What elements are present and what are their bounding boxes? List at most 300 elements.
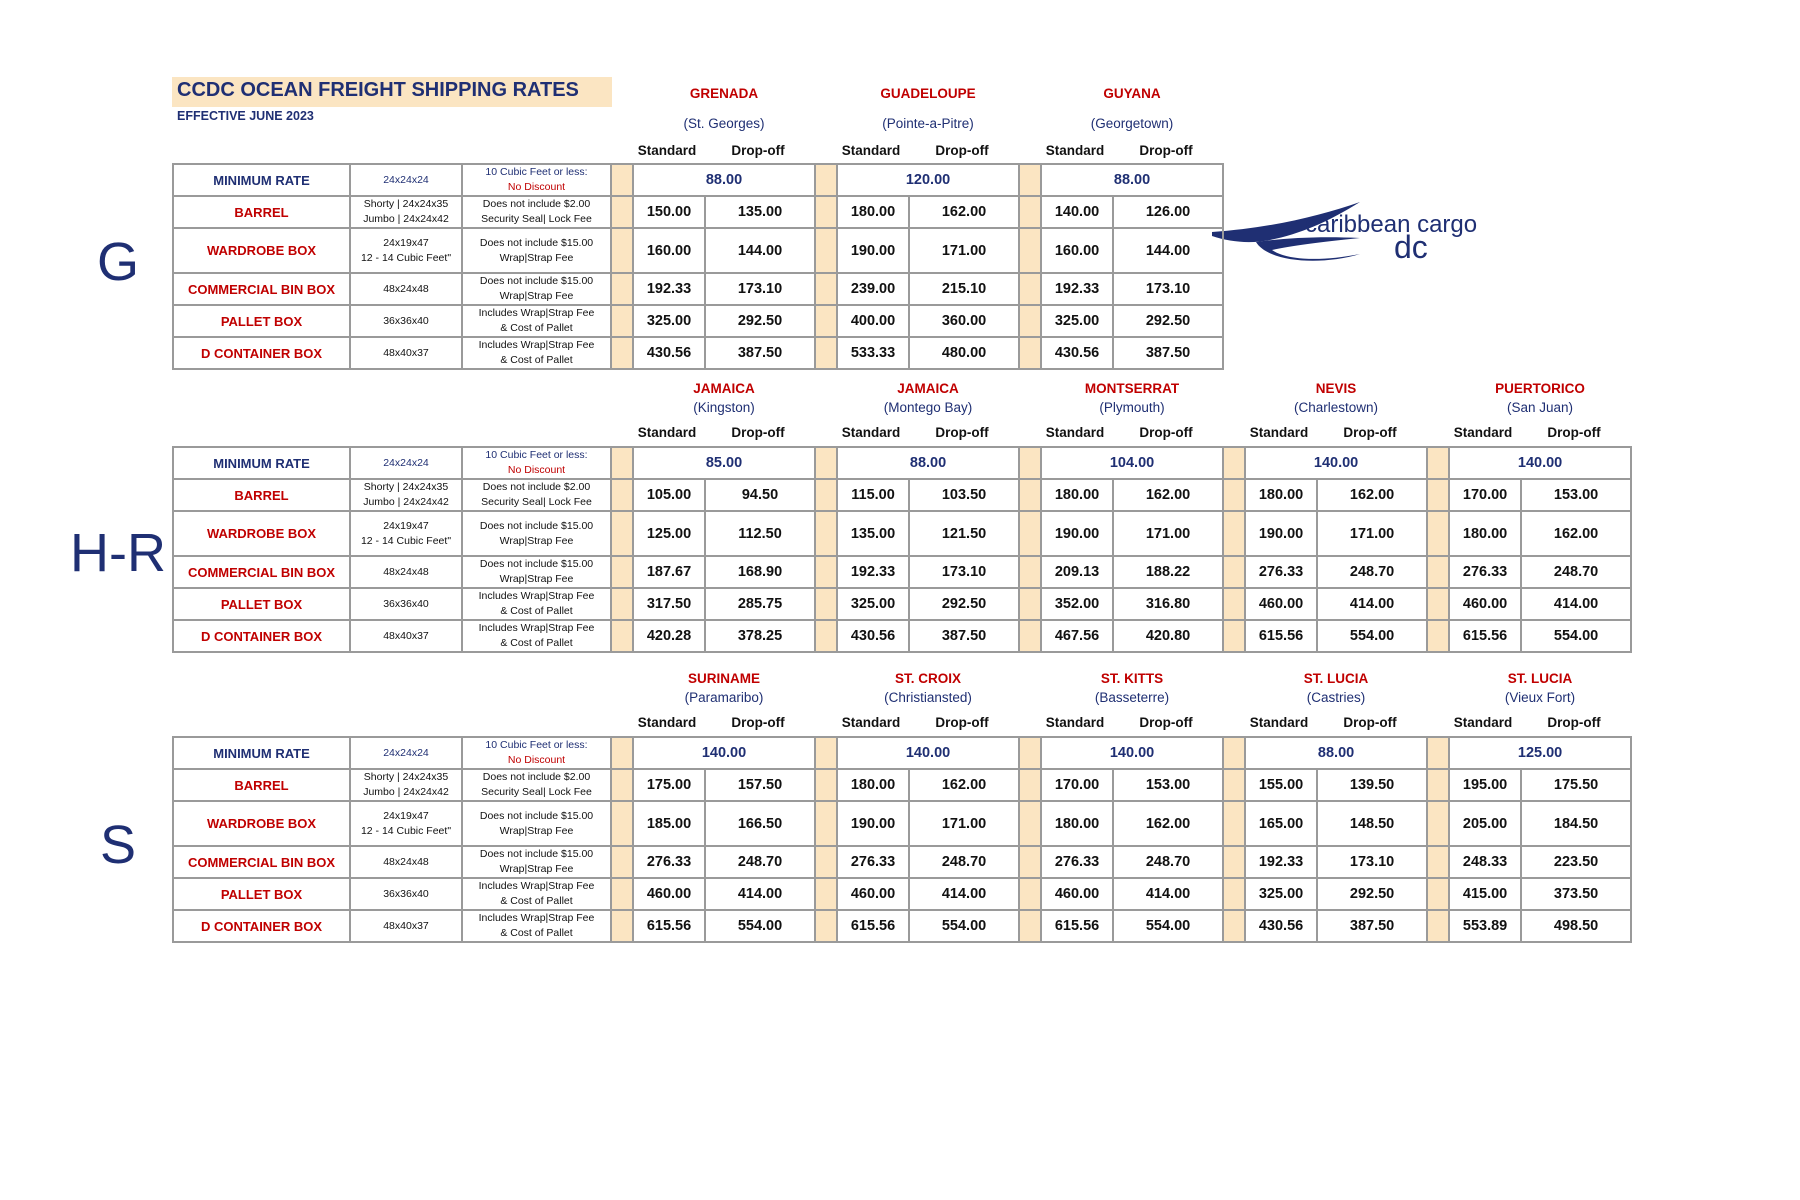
dropoff-rate-value: 248.70 xyxy=(1521,556,1631,588)
dropoff-rate-value: 173.10 xyxy=(909,556,1019,588)
standard-column-header: Standard xyxy=(1453,425,1513,440)
standard-rate-value: 276.33 xyxy=(1041,846,1113,878)
standard-rate-value: 430.56 xyxy=(837,620,909,652)
column-spacer xyxy=(815,196,837,228)
rate-note-line: Does not include $15.00 xyxy=(479,848,594,860)
dropoff-rate-value: 171.00 xyxy=(909,801,1019,846)
destination-name: ST. LUCIA xyxy=(1303,671,1369,686)
rate-row-pallet xyxy=(173,878,1631,910)
dropoff-rate-value: 162.00 xyxy=(1113,479,1223,511)
row-label: PALLET BOX xyxy=(173,305,350,337)
rate-note xyxy=(462,447,611,479)
column-spacer xyxy=(611,878,633,910)
destination-city: (Montego Bay) xyxy=(883,400,973,415)
box-dimensions: 48x24x48 xyxy=(350,556,462,588)
standard-rate-value: 325.00 xyxy=(633,305,705,337)
standard-rate-value: 160.00 xyxy=(1041,228,1113,273)
column-spacer xyxy=(1019,305,1041,337)
rate-note xyxy=(462,801,611,846)
standard-column-header: Standard xyxy=(1045,425,1105,440)
column-spacer xyxy=(815,479,837,511)
dropoff-column-header: Drop-off xyxy=(1343,425,1397,440)
rate-row-wardrobe xyxy=(173,801,1631,846)
column-spacer xyxy=(1019,620,1041,652)
column-spacer xyxy=(611,337,633,369)
destination-name: NEVIS xyxy=(1315,381,1357,396)
standard-rate-value: 195.00 xyxy=(1449,769,1521,801)
standard-column-header: Standard xyxy=(1045,143,1105,158)
dropoff-rate-value: 188.22 xyxy=(1113,556,1223,588)
box-dimensions-line: 24x19x47 xyxy=(383,809,429,822)
dropoff-rate-value: 378.25 xyxy=(705,620,815,652)
rate-note-line: Security Seal| Lock Fee xyxy=(481,213,592,225)
row-label: D CONTAINER BOX xyxy=(173,910,350,942)
standard-rate-value: 460.00 xyxy=(1041,878,1113,910)
standard-rate-value: 460.00 xyxy=(1449,588,1521,620)
row-label: WARDROBE BOX xyxy=(173,511,350,556)
row-label: WARDROBE BOX xyxy=(173,801,350,846)
standard-column-header: Standard xyxy=(841,425,901,440)
caribbean-cargo-logo xyxy=(1210,198,1490,272)
column-spacer xyxy=(1019,846,1041,878)
destination-header xyxy=(1448,670,1632,708)
rate-note xyxy=(462,556,611,588)
minimum-rate-value: 140.00 xyxy=(837,737,1019,769)
destination-city: (Kingston) xyxy=(693,400,755,415)
destination-header xyxy=(1244,670,1428,708)
box-dimensions: 36x36x40 xyxy=(350,588,462,620)
column-spacer xyxy=(815,737,837,769)
standard-rate-value: 430.56 xyxy=(1041,337,1113,369)
column-spacer xyxy=(815,846,837,878)
dropoff-column-header: Drop-off xyxy=(935,143,989,158)
box-dimensions: 24x24x24 xyxy=(350,164,462,196)
standard-rate-value: 170.00 xyxy=(1041,769,1113,801)
standard-rate-value: 239.00 xyxy=(837,273,909,305)
column-spacer xyxy=(1223,846,1245,878)
rate-row-wardrobe xyxy=(173,228,1223,273)
column-spacer xyxy=(1019,479,1041,511)
dropoff-rate-value: 498.50 xyxy=(1521,910,1631,942)
standard-column-header: Standard xyxy=(637,715,697,730)
column-spacer xyxy=(1019,164,1041,196)
rate-note-line: & Cost of Pallet xyxy=(500,605,573,617)
box-dimensions: 48x40x37 xyxy=(350,337,462,369)
dropoff-rate-value: 554.00 xyxy=(1317,620,1427,652)
zone-letter: G xyxy=(96,232,139,292)
destination-name: MONTSERRAT xyxy=(1084,381,1180,396)
row-label: COMMERCIAL BIN BOX xyxy=(173,273,350,305)
column-spacer xyxy=(611,769,633,801)
box-dimensions-line: Jumbo | 24x24x42 xyxy=(363,786,449,798)
dropoff-rate-value: 166.50 xyxy=(705,801,815,846)
column-spacer xyxy=(611,737,633,769)
dropoff-rate-value: 153.00 xyxy=(1521,479,1631,511)
minimum-rate-value: 88.00 xyxy=(633,164,815,196)
column-spacer xyxy=(1427,511,1449,556)
dropoff-rate-value: 414.00 xyxy=(1113,878,1223,910)
standard-rate-value: 135.00 xyxy=(837,511,909,556)
zone-letter: S xyxy=(99,815,137,875)
standard-rate-value: 180.00 xyxy=(837,196,909,228)
standard-rate-value: 209.13 xyxy=(1041,556,1113,588)
dropoff-rate-value: 148.50 xyxy=(1317,801,1427,846)
dropoff-rate-value: 554.00 xyxy=(705,910,815,942)
dropoff-rate-value: 420.80 xyxy=(1113,620,1223,652)
standard-rate-value: 190.00 xyxy=(837,801,909,846)
rate-note-line: Does not include $15.00 xyxy=(479,519,594,532)
column-spacer xyxy=(611,447,633,479)
rate-note xyxy=(462,769,611,801)
box-dimensions xyxy=(350,479,462,511)
rate-note xyxy=(462,228,611,273)
dropoff-rate-value: 554.00 xyxy=(1113,910,1223,942)
minimum-rate-value: 88.00 xyxy=(837,447,1019,479)
dropoff-rate-value: 162.00 xyxy=(1113,801,1223,846)
dropoff-column-header: Drop-off xyxy=(731,715,785,730)
rate-note-line: Includes Wrap|Strap Fee xyxy=(478,880,595,892)
dropoff-rate-value: 173.10 xyxy=(1113,273,1223,305)
column-spacer xyxy=(1427,801,1449,846)
box-dimensions-line: Shorty | 24x24x35 xyxy=(363,481,449,493)
standard-rate-value: 160.00 xyxy=(633,228,705,273)
box-dimensions: 24x24x24 xyxy=(350,447,462,479)
column-spacer xyxy=(815,620,837,652)
row-label: WARDROBE BOX xyxy=(173,228,350,273)
box-dimensions xyxy=(350,769,462,801)
minimum-rate-value: 140.00 xyxy=(1245,447,1427,479)
column-spacer xyxy=(1019,556,1041,588)
standard-rate-value: 276.33 xyxy=(633,846,705,878)
destination-name: GUYANA xyxy=(1103,86,1161,101)
rate-note-line: Security Seal| Lock Fee xyxy=(481,786,592,798)
standard-rate-value: 180.00 xyxy=(1449,511,1521,556)
dropoff-rate-value: 94.50 xyxy=(705,479,815,511)
column-spacer xyxy=(611,511,633,556)
rate-note-line: Does not include $2.00 xyxy=(482,481,591,493)
minimum-rate-value: 140.00 xyxy=(633,737,815,769)
column-spacer xyxy=(1019,878,1041,910)
column-spacer xyxy=(1019,801,1041,846)
rate-note-line: Includes Wrap|Strap Fee xyxy=(478,912,595,924)
standard-column-header: Standard xyxy=(1453,715,1513,730)
dropoff-rate-value: 173.10 xyxy=(705,273,815,305)
standard-rate-value: 248.33 xyxy=(1449,846,1521,878)
destination-name: SURINAME xyxy=(687,671,760,686)
rate-note xyxy=(462,273,611,305)
standard-rate-value: 533.33 xyxy=(837,337,909,369)
rate-note-line: Does not include $15.00 xyxy=(479,275,594,287)
dropoff-rate-value: 248.70 xyxy=(705,846,815,878)
minimum-rate-value: 104.00 xyxy=(1041,447,1223,479)
dropoff-column-header: Drop-off xyxy=(731,143,785,158)
standard-rate-value: 460.00 xyxy=(633,878,705,910)
dropoff-rate-value: 387.50 xyxy=(705,337,815,369)
rate-note xyxy=(462,511,611,556)
dropoff-rate-value: 373.50 xyxy=(1521,878,1631,910)
column-spacer xyxy=(1427,737,1449,769)
column-spacer xyxy=(815,447,837,479)
rate-note-line: Wrap|Strap Fee xyxy=(499,290,574,302)
dropoff-rate-value: 387.50 xyxy=(1113,337,1223,369)
standard-rate-value: 276.33 xyxy=(1449,556,1521,588)
column-spacer xyxy=(611,164,633,196)
standard-rate-value: 467.56 xyxy=(1041,620,1113,652)
destination-header xyxy=(1244,380,1428,418)
standard-rate-value: 150.00 xyxy=(633,196,705,228)
standard-rate-value: 460.00 xyxy=(1245,588,1317,620)
rate-note-line: Does not include $15.00 xyxy=(479,809,594,822)
column-spacer xyxy=(815,273,837,305)
rate-note-line: Includes Wrap|Strap Fee xyxy=(478,590,595,602)
column-spacer xyxy=(1019,737,1041,769)
dropoff-rate-value: 173.10 xyxy=(1317,846,1427,878)
standard-rate-value: 190.00 xyxy=(837,228,909,273)
standard-rate-value: 180.00 xyxy=(1041,479,1113,511)
column-spacer xyxy=(1223,588,1245,620)
destination-header xyxy=(836,380,1020,418)
logo-text-line1: caribbean cargo xyxy=(1305,211,1478,238)
dropoff-column-header: Drop-off xyxy=(1139,143,1193,158)
dropoff-rate-value: 414.00 xyxy=(1317,588,1427,620)
column-spacer xyxy=(815,910,837,942)
standard-rate-value: 460.00 xyxy=(837,878,909,910)
standard-column-header: Standard xyxy=(1045,715,1105,730)
rate-note-line: Wrap|Strap Fee xyxy=(499,251,574,264)
standard-rate-value: 125.00 xyxy=(633,511,705,556)
box-dimensions: 36x36x40 xyxy=(350,305,462,337)
column-spacer xyxy=(1223,801,1245,846)
standard-column-header: Standard xyxy=(637,425,697,440)
destination-header xyxy=(1448,380,1632,418)
dropoff-rate-value: 171.00 xyxy=(909,228,1019,273)
column-spacer xyxy=(611,846,633,878)
box-dimensions: 48x40x37 xyxy=(350,910,462,942)
standard-rate-value: 105.00 xyxy=(633,479,705,511)
column-spacer xyxy=(611,305,633,337)
rate-note xyxy=(462,479,611,511)
column-spacer xyxy=(1223,447,1245,479)
rate-note-line: & Cost of Pallet xyxy=(500,637,573,649)
standard-rate-value: 400.00 xyxy=(837,305,909,337)
column-spacer xyxy=(1223,556,1245,588)
standard-rate-value: 430.56 xyxy=(633,337,705,369)
logo-text-line2: dc xyxy=(1394,229,1428,265)
standard-rate-value: 430.56 xyxy=(1245,910,1317,942)
standard-rate-value: 325.00 xyxy=(1245,878,1317,910)
dropoff-rate-value: 162.00 xyxy=(1317,479,1427,511)
column-spacer xyxy=(1223,910,1245,942)
row-label: PALLET BOX xyxy=(173,588,350,620)
rate-note-line: No Discount xyxy=(507,181,566,193)
column-spacer xyxy=(611,910,633,942)
destination-name: PUERTORICO xyxy=(1495,381,1585,396)
rate-note-line: Wrap|Strap Fee xyxy=(499,863,574,875)
rate-note-line: Includes Wrap|Strap Fee xyxy=(478,622,595,634)
standard-rate-value: 192.33 xyxy=(1041,273,1113,305)
rate-row-pallet xyxy=(173,588,1631,620)
column-spacer xyxy=(1427,910,1449,942)
column-spacer xyxy=(1427,556,1449,588)
dropoff-rate-value: 139.50 xyxy=(1317,769,1427,801)
dropoff-rate-value: 360.00 xyxy=(909,305,1019,337)
destination-city: (Pointe-a-Pitre) xyxy=(882,116,974,131)
standard-rate-value: 615.56 xyxy=(1041,910,1113,942)
standard-rate-value: 115.00 xyxy=(837,479,909,511)
dropoff-column-header: Drop-off xyxy=(1139,715,1193,730)
box-dimensions: 48x40x37 xyxy=(350,620,462,652)
destination-name: JAMAICA xyxy=(693,381,755,396)
row-label: PALLET BOX xyxy=(173,878,350,910)
dropoff-rate-value: 248.70 xyxy=(1113,846,1223,878)
column-spacer xyxy=(815,769,837,801)
column-spacer xyxy=(1223,511,1245,556)
rate-note-line: Does not include $2.00 xyxy=(482,198,591,210)
minimum-rate-value: 140.00 xyxy=(1041,737,1223,769)
destination-city: (Vieux Fort) xyxy=(1504,690,1576,705)
dropoff-rate-value: 162.00 xyxy=(909,769,1019,801)
standard-rate-value: 192.33 xyxy=(837,556,909,588)
box-dimensions xyxy=(350,228,462,273)
zone-letter: H-R xyxy=(70,523,166,583)
minimum-rate-value: 85.00 xyxy=(633,447,815,479)
minimum-rate-value: 120.00 xyxy=(837,164,1019,196)
destination-name: ST. LUCIA xyxy=(1507,671,1573,686)
dropoff-rate-value: 144.00 xyxy=(1113,228,1223,273)
destination-name: GUADELOUPE xyxy=(880,86,976,101)
column-spacer xyxy=(611,228,633,273)
column-spacer xyxy=(815,511,837,556)
dropoff-rate-value: 292.50 xyxy=(909,588,1019,620)
standard-rate-value: 187.67 xyxy=(633,556,705,588)
box-dimensions-line: Jumbo | 24x24x42 xyxy=(363,213,449,225)
column-spacer xyxy=(815,801,837,846)
box-dimensions xyxy=(350,196,462,228)
destination-name: JAMAICA xyxy=(897,381,959,396)
standard-rate-value: 190.00 xyxy=(1041,511,1113,556)
destination-header xyxy=(1040,380,1224,418)
rate-note xyxy=(462,337,611,369)
standard-rate-value: 180.00 xyxy=(1245,479,1317,511)
column-spacer xyxy=(815,337,837,369)
rate-note-line: & Cost of Pallet xyxy=(500,895,573,907)
standard-rate-value: 615.56 xyxy=(1449,620,1521,652)
column-spacer xyxy=(1223,479,1245,511)
destination-header xyxy=(632,670,816,708)
dropoff-rate-value: 554.00 xyxy=(909,910,1019,942)
rate-note-line: Does not include $15.00 xyxy=(479,236,594,249)
rate-row-dcont xyxy=(173,620,1631,652)
rate-note-line: Does not include $15.00 xyxy=(479,558,594,570)
column-spacer xyxy=(815,878,837,910)
destination-header xyxy=(632,380,816,418)
rate-row-barrel xyxy=(173,196,1223,228)
standard-rate-value: 553.89 xyxy=(1449,910,1521,942)
rate-note-line: & Cost of Pallet xyxy=(500,927,573,939)
standard-column-header: Standard xyxy=(841,143,901,158)
standard-rate-value: 276.33 xyxy=(837,846,909,878)
destination-city: (Castries) xyxy=(1306,690,1366,705)
column-spacer xyxy=(815,556,837,588)
dropoff-rate-value: 414.00 xyxy=(909,878,1019,910)
standard-rate-value: 325.00 xyxy=(837,588,909,620)
row-label: COMMERCIAL BIN BOX xyxy=(173,556,350,588)
rate-row-barrel xyxy=(173,769,1631,801)
standard-column-header: Standard xyxy=(637,143,697,158)
rate-note-line: Includes Wrap|Strap Fee xyxy=(478,307,595,319)
row-label: MINIMUM RATE xyxy=(173,447,350,479)
box-dimensions-line: 24x19x47 xyxy=(383,519,429,532)
rate-row-dcont xyxy=(173,910,1631,942)
dropoff-rate-value: 175.50 xyxy=(1521,769,1631,801)
column-spacer xyxy=(1019,910,1041,942)
standard-rate-value: 140.00 xyxy=(1041,196,1113,228)
dropoff-column-header: Drop-off xyxy=(1139,425,1193,440)
row-label: BARREL xyxy=(173,196,350,228)
column-spacer xyxy=(1223,769,1245,801)
rate-row-pallet xyxy=(173,305,1223,337)
standard-rate-value: 317.50 xyxy=(633,588,705,620)
destination-header xyxy=(836,670,1020,708)
rate-note xyxy=(462,910,611,942)
standard-rate-value: 192.33 xyxy=(633,273,705,305)
destination-name: ST. KITTS xyxy=(1100,671,1164,686)
dropoff-rate-value: 248.70 xyxy=(1317,556,1427,588)
destination-name: GRENADA xyxy=(689,86,759,101)
column-spacer xyxy=(1223,620,1245,652)
box-dimensions: 24x24x24 xyxy=(350,737,462,769)
dropoff-column-header: Drop-off xyxy=(935,715,989,730)
standard-rate-value: 180.00 xyxy=(1041,801,1113,846)
dropoff-rate-value: 285.75 xyxy=(705,588,815,620)
destination-header xyxy=(632,85,816,134)
rates-table xyxy=(172,446,1632,653)
rate-note xyxy=(462,305,611,337)
destination-name: ST. CROIX xyxy=(894,671,961,686)
column-spacer xyxy=(1019,447,1041,479)
dropoff-rate-value: 157.50 xyxy=(705,769,815,801)
dropoff-rate-value: 103.50 xyxy=(909,479,1019,511)
dropoff-rate-value: 248.70 xyxy=(909,846,1019,878)
row-label: D CONTAINER BOX xyxy=(173,337,350,369)
column-spacer xyxy=(1019,769,1041,801)
rate-note xyxy=(462,737,611,769)
standard-rate-value: 190.00 xyxy=(1245,511,1317,556)
row-label: COMMERCIAL BIN BOX xyxy=(173,846,350,878)
column-spacer xyxy=(1019,273,1041,305)
column-spacer xyxy=(815,305,837,337)
column-spacer xyxy=(1019,337,1041,369)
dropoff-rate-value: 554.00 xyxy=(1521,620,1631,652)
row-label: D CONTAINER BOX xyxy=(173,620,350,652)
dropoff-rate-value: 292.50 xyxy=(1317,878,1427,910)
column-spacer xyxy=(1223,737,1245,769)
rate-note-line: Wrap|Strap Fee xyxy=(499,824,574,837)
rate-note-line: 10 Cubic Feet or less: xyxy=(485,166,588,178)
rate-row-bin xyxy=(173,273,1223,305)
dropoff-rate-value: 292.50 xyxy=(1113,305,1223,337)
dropoff-rate-value: 414.00 xyxy=(705,878,815,910)
dropoff-column-header: Drop-off xyxy=(731,425,785,440)
dropoff-rate-value: 184.50 xyxy=(1521,801,1631,846)
standard-rate-value: 325.00 xyxy=(1041,305,1113,337)
rate-note xyxy=(462,588,611,620)
row-label: BARREL xyxy=(173,769,350,801)
dropoff-rate-value: 387.50 xyxy=(1317,910,1427,942)
rate-row-dcont xyxy=(173,337,1223,369)
rate-note xyxy=(462,878,611,910)
minimum-rate-value: 88.00 xyxy=(1245,737,1427,769)
